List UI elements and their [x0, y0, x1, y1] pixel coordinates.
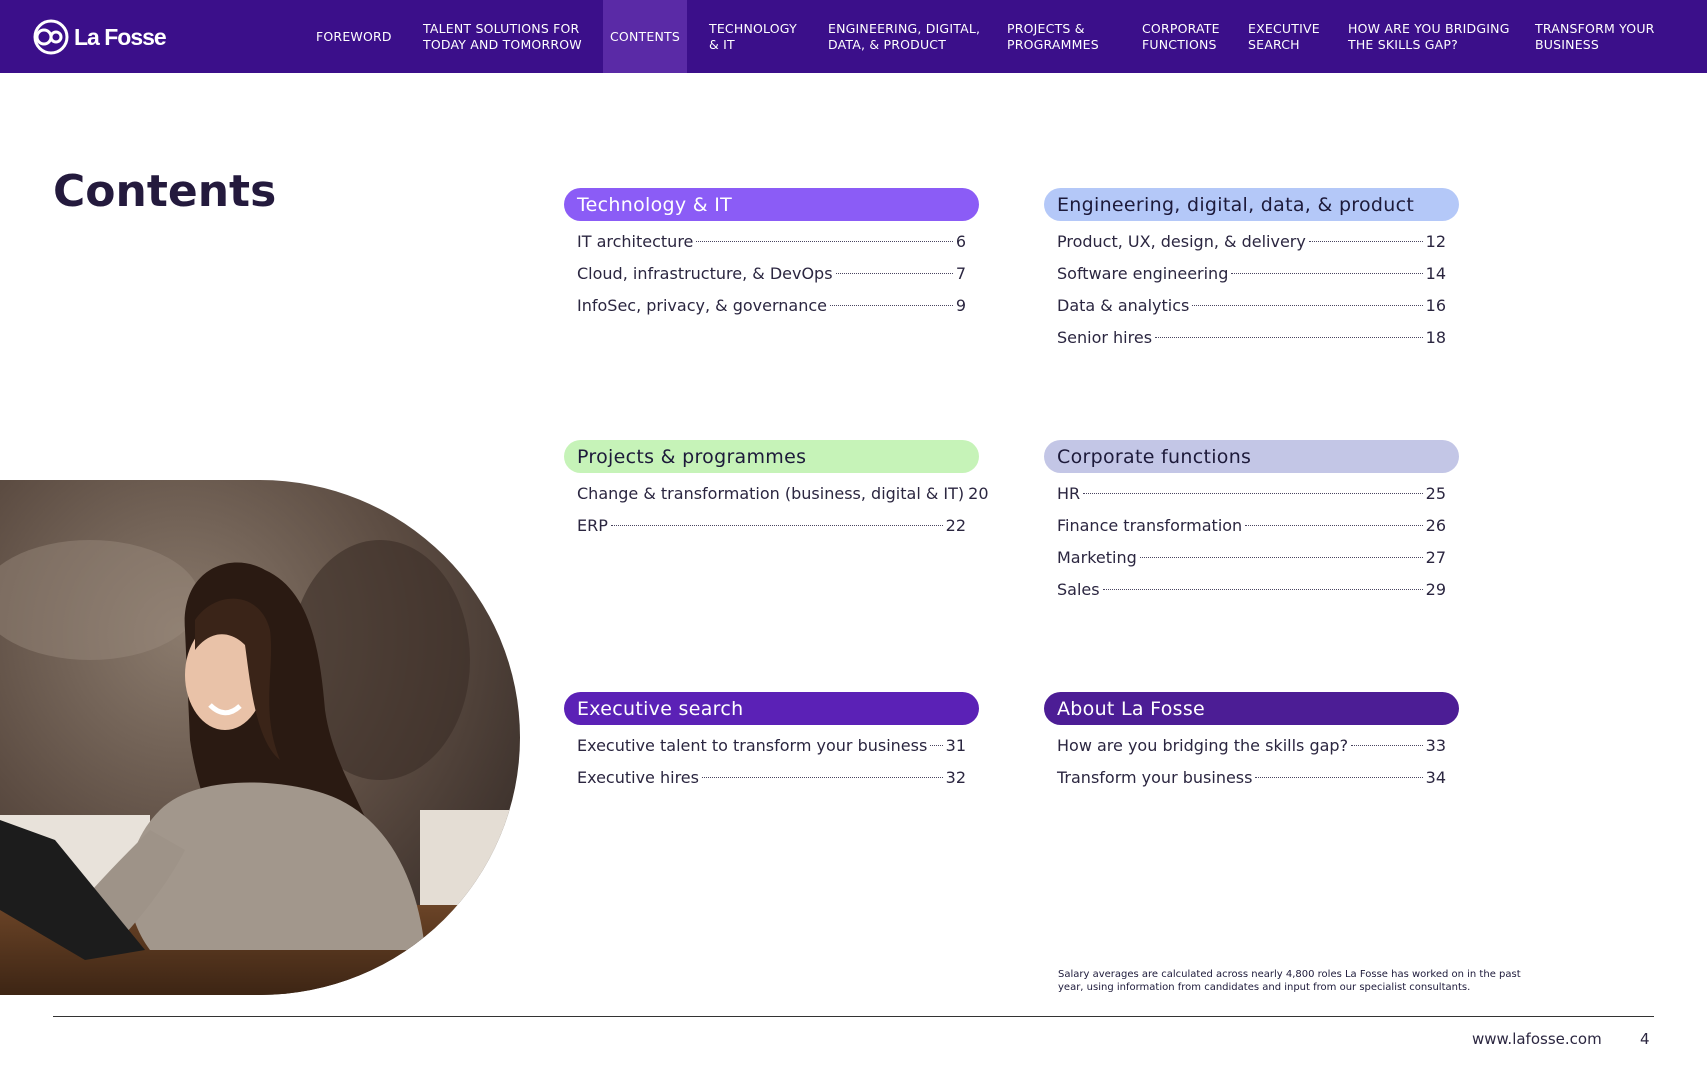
toc-page-number: 9 — [955, 296, 966, 315]
toc-entry-label: Product, UX, design, & delivery — [1057, 232, 1306, 251]
toc-page-number: 16 — [1425, 296, 1446, 315]
la-fosse-logo-icon — [32, 18, 70, 56]
nav-foreword[interactable]: FOREWORD — [316, 28, 392, 44]
toc-entry-label: Data & analytics — [1057, 296, 1190, 315]
toc-entry-label: Executive hires — [577, 768, 699, 787]
toc-page-number: 7 — [955, 264, 966, 283]
woman-smiling-photo — [0, 480, 520, 995]
dot-leader — [702, 777, 943, 778]
toc-entry[interactable] — [1057, 510, 1446, 542]
section-engineering-digital — [1044, 188, 1459, 354]
toc-entry[interactable] — [1057, 322, 1446, 354]
section-title: About La Fosse — [1057, 697, 1206, 720]
toc-entry[interactable] — [577, 478, 989, 510]
toc-entry[interactable] — [577, 226, 966, 258]
toc-entry-label: Senior hires — [1057, 328, 1153, 347]
toc-page-number: 12 — [1425, 232, 1446, 251]
toc-page-number: 27 — [1425, 548, 1446, 567]
nav-executive-search[interactable]: EXECUTIVE SEARCH — [1248, 20, 1320, 52]
toc-page-number: 18 — [1425, 328, 1446, 347]
section-header[interactable] — [564, 188, 979, 221]
toc-entry[interactable] — [1057, 730, 1446, 762]
toc-entry-label: Executive talent to transform your business — [577, 736, 928, 755]
section-header[interactable] — [1044, 188, 1459, 221]
nav-technology-it[interactable]: TECHNOLOGY & IT — [709, 20, 797, 52]
nav-skills-gap[interactable]: HOW ARE YOU BRIDGING THE SKILLS GAP? — [1348, 20, 1510, 52]
dot-leader — [611, 525, 943, 526]
toc-entry-label: ERP — [577, 516, 608, 535]
nav-contents[interactable]: CONTENTS — [603, 0, 687, 73]
dot-leader — [1255, 777, 1422, 778]
toc-entry-label: Transform your business — [1057, 768, 1253, 787]
section-title: Technology & IT — [577, 193, 733, 216]
dot-leader — [1192, 305, 1422, 306]
nav-transform-business[interactable]: TRANSFORM YOUR BUSINESS — [1535, 20, 1655, 52]
toc-entry-label: Cloud, infrastructure, & DevOps — [577, 264, 833, 283]
toc-entry-label: HR — [1057, 484, 1081, 503]
section-header[interactable] — [564, 440, 979, 473]
toc-page-number: 29 — [1425, 580, 1446, 599]
section-title: Projects & programmes — [577, 445, 807, 468]
toc-entry[interactable] — [1057, 478, 1446, 510]
section-corporate-functions — [1044, 440, 1459, 606]
toc-page-number: 14 — [1425, 264, 1446, 283]
toc-entry-label: Sales — [1057, 580, 1100, 599]
section-header[interactable] — [564, 692, 979, 725]
toc-page-number: 32 — [945, 768, 966, 787]
dot-leader — [836, 273, 953, 274]
section-technology-it — [564, 188, 979, 322]
toc-entry-label: InfoSec, privacy, & governance — [577, 296, 827, 315]
page-title: Contents — [53, 166, 277, 217]
toc-page-number: 33 — [1425, 736, 1446, 755]
nav-engineering-digital[interactable]: ENGINEERING, DIGITAL, DATA, & PRODUCT — [828, 20, 981, 52]
toc-page-number: 20 — [968, 484, 989, 503]
section-about-la-fosse — [1044, 692, 1459, 794]
dot-leader — [696, 241, 952, 242]
dot-leader — [1245, 525, 1422, 526]
toc-entry-label: Marketing — [1057, 548, 1137, 567]
dot-leader — [1351, 745, 1423, 746]
toc-entry-label: Software engineering — [1057, 264, 1229, 283]
dot-leader — [1231, 273, 1422, 274]
dot-leader — [1309, 241, 1423, 242]
toc-entry[interactable] — [577, 258, 966, 290]
dot-leader — [1103, 589, 1423, 590]
toc-entry[interactable] — [577, 730, 966, 762]
toc-page-number: 31 — [945, 736, 966, 755]
logo-wordmark: La Fosse — [74, 23, 166, 50]
footer-page-number: 4 — [1640, 1030, 1650, 1048]
section-projects-programmes — [564, 440, 989, 542]
toc-entry-label: Finance transformation — [1057, 516, 1243, 535]
toc-page-number: 34 — [1425, 768, 1446, 787]
dot-leader — [930, 745, 942, 746]
section-header[interactable] — [1044, 440, 1459, 473]
toc-page-number: 6 — [955, 232, 966, 251]
toc-page-number: 25 — [1425, 484, 1446, 503]
footer-url-link[interactable]: www.lafosse.com — [1472, 1030, 1602, 1048]
nav-talent-solutions[interactable]: TALENT SOLUTIONS FOR TODAY AND TOMORROW — [423, 20, 582, 52]
footer-divider — [53, 1016, 1654, 1017]
toc-entry[interactable] — [1057, 226, 1446, 258]
section-title: Corporate functions — [1057, 445, 1252, 468]
top-nav-bar — [0, 0, 1707, 73]
toc-entry-label: How are you bridging the skills gap? — [1057, 736, 1349, 755]
toc-entry[interactable] — [1057, 762, 1446, 794]
dot-leader — [1155, 337, 1423, 338]
toc-entry[interactable] — [577, 762, 966, 794]
nav-corporate-functions[interactable]: CORPORATE FUNCTIONS — [1142, 20, 1220, 52]
dot-leader — [1140, 557, 1423, 558]
toc-entry[interactable] — [577, 290, 966, 322]
dot-leader — [830, 305, 953, 306]
toc-entry-label: IT architecture — [577, 232, 694, 251]
toc-entry[interactable] — [1057, 290, 1446, 322]
section-header[interactable] — [1044, 692, 1459, 725]
nav-projects-programmes[interactable]: PROJECTS & PROGRAMMES — [1007, 20, 1099, 52]
toc-entry[interactable] — [1057, 542, 1446, 574]
toc-page-number: 26 — [1425, 516, 1446, 535]
toc-page-number: 22 — [945, 516, 966, 535]
toc-entry-label: Change & transformation (business, digital & IT) — [577, 484, 965, 503]
section-title: Executive search — [577, 697, 744, 720]
toc-entry[interactable] — [1057, 258, 1446, 290]
brand-logo[interactable] — [32, 18, 166, 56]
section-title: Engineering, digital, data, & product — [1057, 193, 1415, 216]
toc-entry[interactable] — [577, 510, 979, 542]
salary-footnote: Salary averages are calculated across nearly 4,800 roles La Fosse has worked on in the past year, using information from candidates and input from our specialist consultants. — [1058, 969, 1521, 993]
toc-entry[interactable] — [1057, 574, 1446, 606]
dot-leader — [1083, 493, 1422, 494]
section-executive-search — [564, 692, 979, 794]
